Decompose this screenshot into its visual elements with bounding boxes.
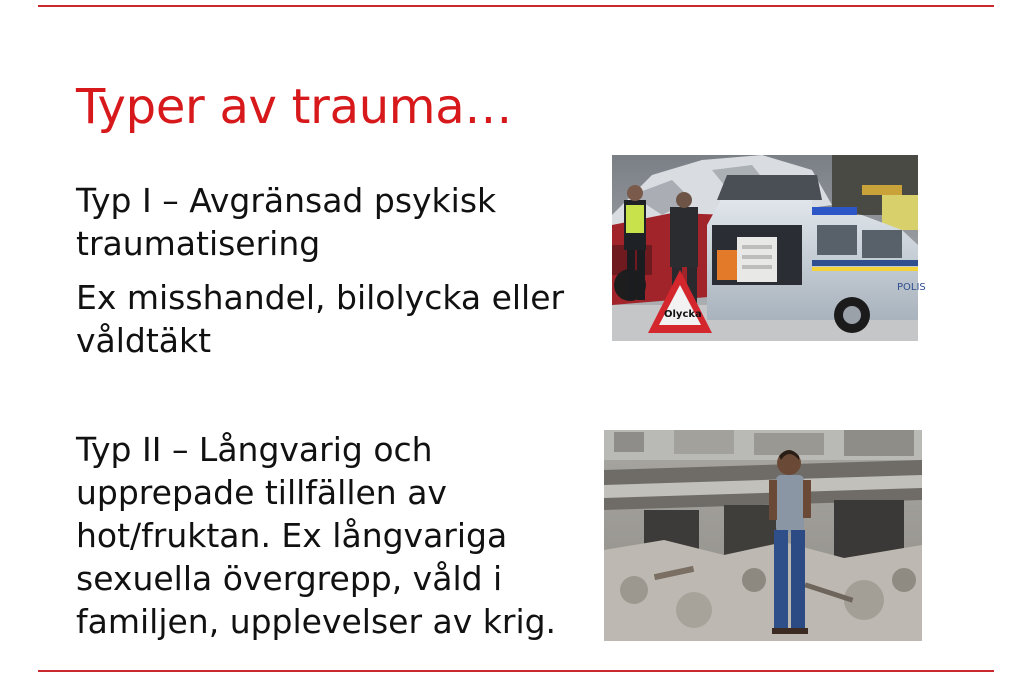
warning-triangle-text: Olycka [664, 309, 702, 320]
text-line: Typ II – Långvarig och [76, 430, 433, 469]
car-accident-photo [612, 155, 926, 341]
text-line: sexuella övergrepp, våld i [76, 559, 503, 598]
type1-example [76, 276, 596, 362]
type1-heading [76, 179, 596, 265]
top-rule [38, 5, 994, 7]
type2-description [76, 428, 576, 643]
text-line: familjen, upplevelser av krig. [76, 602, 557, 641]
text-line: hot/fruktan. Ex långvariga [76, 516, 508, 555]
text-line: traumatisering [76, 224, 321, 263]
bottom-rule [38, 670, 994, 672]
text-line: Typ I – Avgränsad psykisk [76, 181, 497, 220]
text-line: upprepade tillfällen av [76, 473, 447, 512]
war-rubble-photo [604, 430, 922, 641]
slide-title: Typer av trauma… [76, 79, 513, 135]
text-line: våldtäkt [76, 321, 212, 360]
text-line: Ex misshandel, bilolycka eller [76, 278, 565, 317]
police-car-text: POLIS [897, 282, 926, 293]
